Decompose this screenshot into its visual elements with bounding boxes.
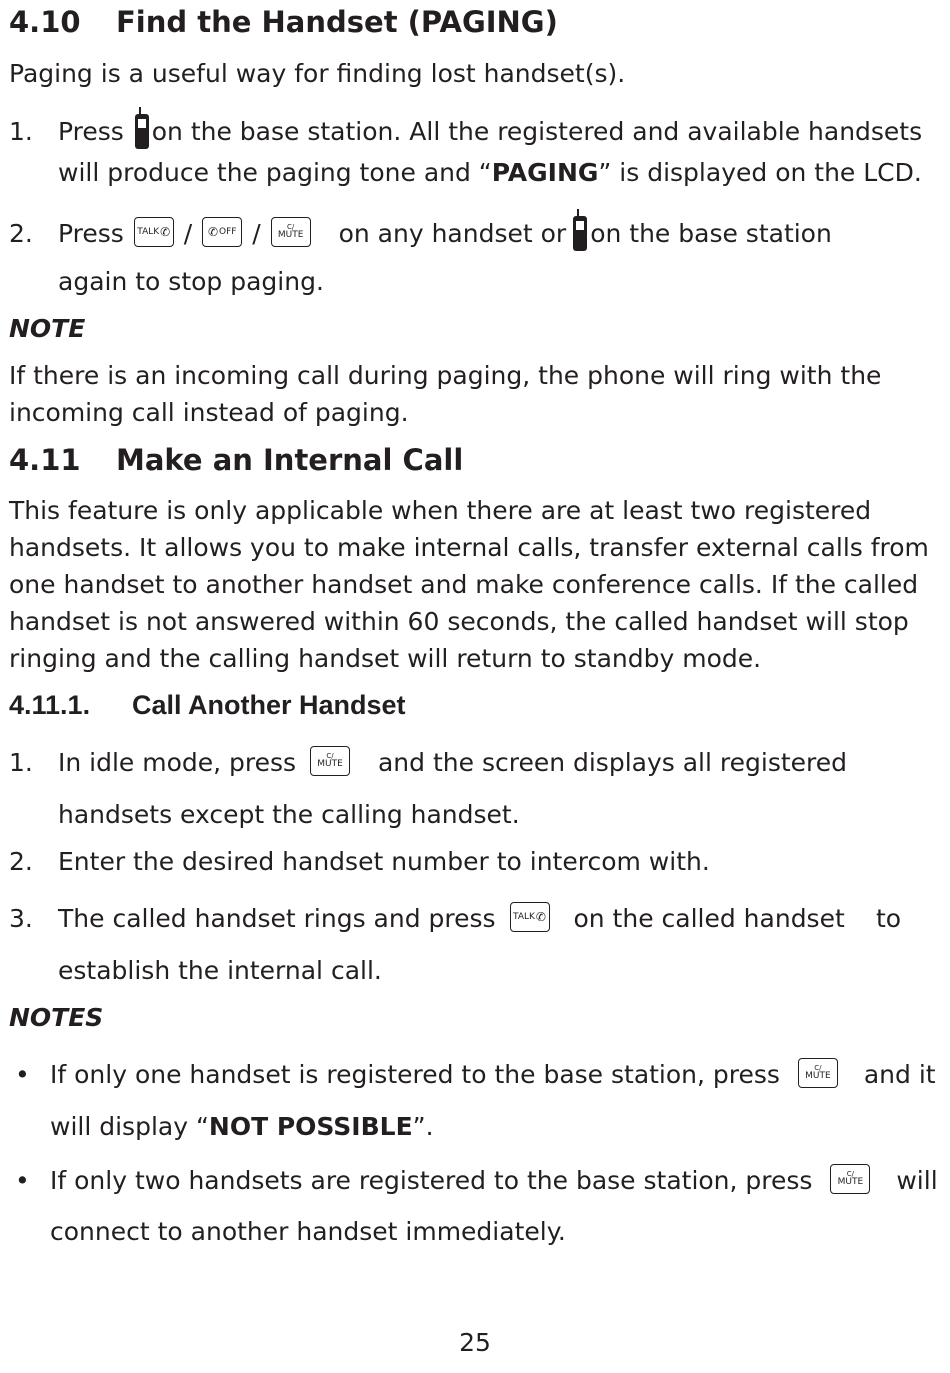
lcd-text: NOT POSSIBLE [208, 1112, 413, 1141]
mute-key-icon: C/ MUTE [271, 217, 311, 247]
step-number: 2. [9, 219, 33, 248]
mute-key-icon: C/ MUTE [310, 746, 350, 776]
call-step-1-cont: handsets except the calling handset. [58, 800, 520, 829]
off-key-icon: ✆ OFF [202, 217, 242, 247]
notes-label: NOTES [9, 1003, 104, 1032]
section-title: Make an Internal Call [116, 443, 464, 477]
step-number: 1. [9, 748, 33, 777]
paging-step-2-cont: again to stop paging. [58, 267, 324, 296]
call-step-1: 1. In idle mode, press C/ MUTE and the screen displays all registered [9, 748, 848, 777]
internal-paragraph-line: handsets. It allows you to make internal calls, transfer external calls from [9, 533, 929, 562]
internal-paragraph-line: This feature is only applicable when there are at least two registered [9, 496, 872, 525]
section-title: Call Another Handset [132, 690, 406, 720]
internal-paragraph-line: ringing and the calling handset will return to standby mode. [9, 644, 762, 673]
section-number: 4.11 [9, 443, 81, 477]
talk-key-icon: TALK ✆ [510, 902, 550, 932]
bullet: • [15, 1060, 30, 1089]
note-label: NOTE [9, 314, 86, 343]
section-heading-4-11 [9, 444, 463, 476]
internal-paragraph-line: one handset to another handset and make conference calls. If the called [9, 570, 919, 599]
base-paging-button-icon [572, 209, 588, 251]
bullet: • [15, 1166, 30, 1195]
call-step-3: 3. The called handset rings and press TALK ✆ on the called handset [9, 904, 845, 933]
internal-paragraph-line: handset is not answered within 60 seconds, the called handset will stop [9, 607, 909, 636]
call-step-3-cont: establish the internal call. [58, 956, 382, 985]
section-number: 4.10 [9, 5, 81, 39]
note-bullet-2: • If only two handsets are registered to the base station, press C/ MUTE will [9, 1165, 938, 1197]
paging-step-1-cont: will produce the paging tone and “PAGING” is displayed on the LCD. [58, 158, 922, 187]
call-step-3-to: to [876, 904, 902, 933]
talk-key-icon: TALK ✆ [134, 217, 174, 247]
paging-intro: Paging is a useful way for finding lost handset(s). [9, 59, 626, 88]
section-title: Find the Handset (PAGING) [116, 5, 558, 39]
paging-step-1: 1. Press on the base station. All the registered and available handsets [9, 112, 922, 154]
subsection-heading-4-11-1 [9, 689, 406, 721]
step-number: 1. [9, 117, 33, 146]
step-number: 3. [9, 904, 33, 933]
section-heading-4-10 [9, 6, 558, 38]
page-number: 25 [459, 1328, 491, 1357]
section-number: 4.11.1. [9, 690, 91, 720]
lcd-text: PAGING [491, 158, 599, 187]
note-bullet-1: • If only one handset is registered to the base station, press C/ MUTE and it [9, 1059, 936, 1091]
paging-step-2: 2. Press TALK ✆ / ✆ OFF / C/ MUTE on any handset or on the base station [9, 214, 832, 256]
mute-key-icon: C/ MUTE [830, 1164, 870, 1194]
note-bullet-1-cont: will display “NOT POSSIBLE”. [50, 1112, 434, 1141]
note-bullet-2-cont: connect to another handset immediately. [50, 1217, 566, 1246]
note-text-2: incoming call instead of paging. [9, 398, 409, 427]
mute-key-icon: C/ MUTE [798, 1058, 838, 1088]
call-step-2: 2. Enter the desired handset number to intercom with. [9, 847, 710, 876]
note-text-1: If there is an incoming call during paging, the phone will ring with the [9, 361, 882, 390]
step-number: 2. [9, 847, 33, 876]
base-paging-button-icon [134, 107, 150, 149]
